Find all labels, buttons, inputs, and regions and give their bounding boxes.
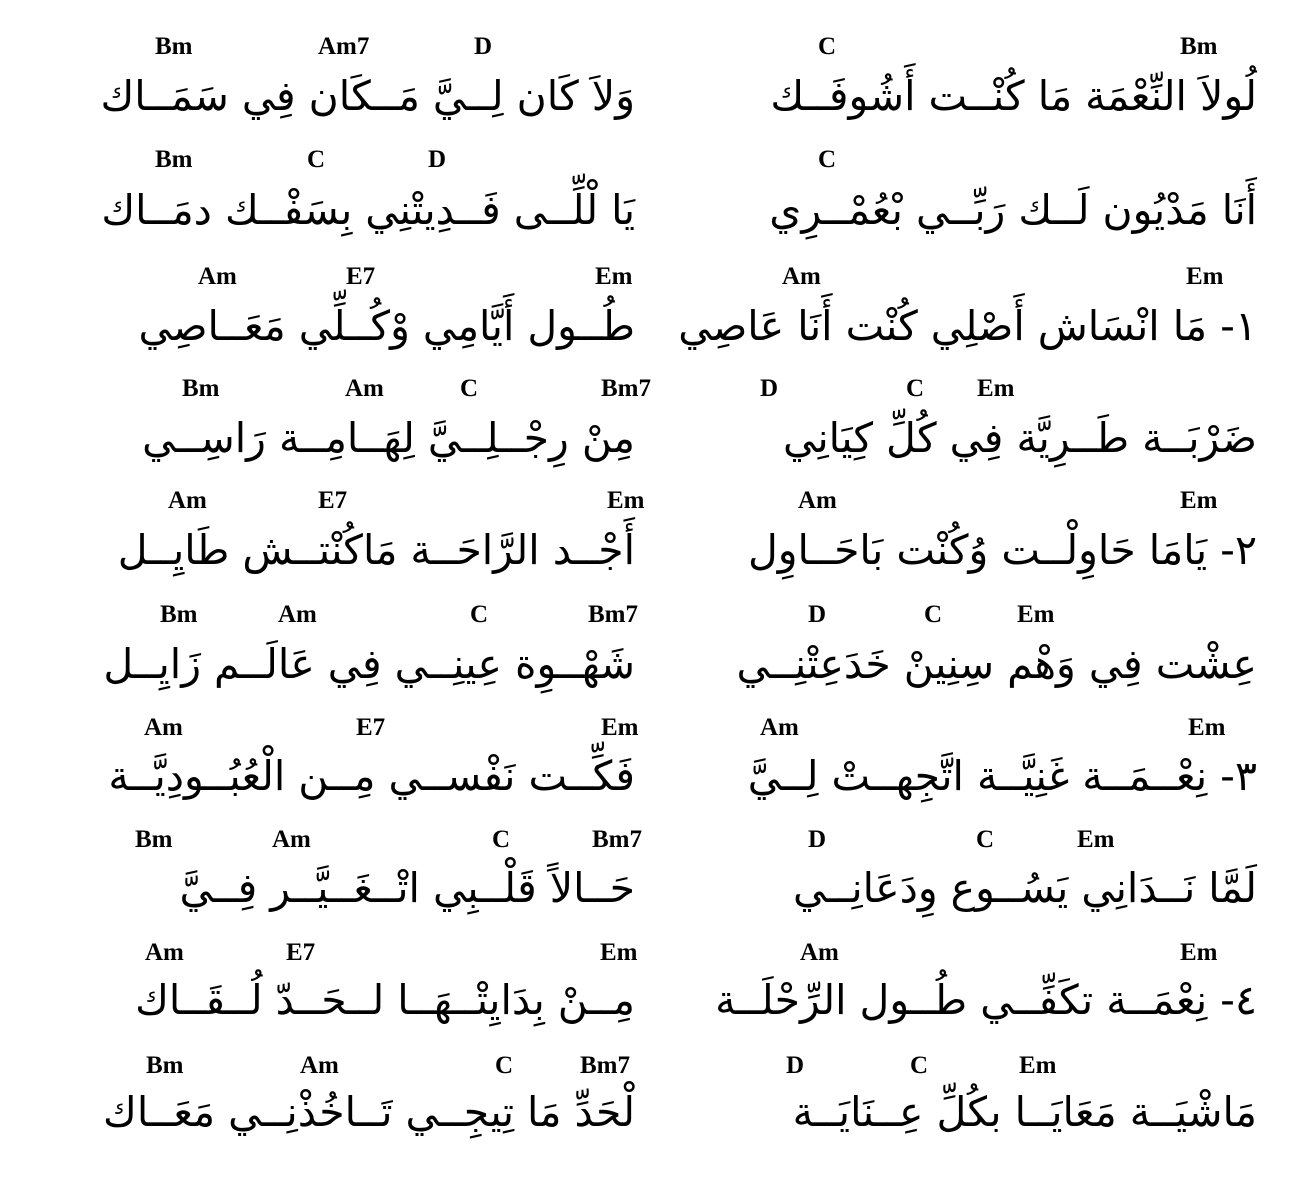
lyric-line: ٣- نِعْــمَــة غَنِيَّــة اتَّجِهــتْ لِــيَّ — [747, 752, 1257, 800]
chord-label: Bm — [160, 601, 198, 628]
lyric-line: يَا لْلِّــى فَــدِيتْنِي بِسَفْــك دمَــاك — [101, 186, 635, 234]
lyric-line: حَــالاً قَلْــبِي اتْــغَــيَّــر فِــيَّ — [179, 864, 635, 912]
chord-label: Am — [168, 487, 207, 514]
chord-label: Em — [1186, 263, 1224, 290]
chord-label: Em — [977, 375, 1015, 402]
chord-label: Em — [601, 714, 639, 741]
lyric-line: مِنْ رِجْــلِــيَّ لِهَــامِــة رَاسِــي — [142, 414, 635, 462]
chord-label: C — [495, 1052, 514, 1079]
chord-label: C — [307, 146, 326, 173]
chord-label: C — [460, 375, 479, 402]
chord-label: Bm7 — [588, 601, 638, 628]
chord-label: Am — [145, 939, 184, 966]
chord-label: Bm — [182, 375, 220, 402]
chord-label: Em — [1077, 826, 1115, 853]
chord-label: Am — [144, 714, 183, 741]
lyric-line: أَجْــد الرَّاحَــة مَاكُنْتــش طَايِــل — [117, 526, 635, 574]
chord-label: Am — [272, 826, 311, 853]
lyric-line: لْحَدِّ مَا تِيجِــي تَــاخُذْنِــي مَعَــاك — [103, 1088, 635, 1136]
chord-label: Bm7 — [592, 826, 642, 853]
chord-label: Am — [278, 601, 317, 628]
chord-label: Em — [595, 263, 633, 290]
chord-label: C — [818, 146, 837, 173]
chord-label: E7 — [356, 714, 386, 741]
chord-label: Bm — [155, 33, 193, 60]
chord-label: Am — [800, 939, 839, 966]
lyric-line: شَهْــوِة عِينِــي فِي عَالَــم زَايِــل — [103, 640, 635, 688]
chord-label: Am — [300, 1052, 339, 1079]
chord-label: D — [428, 146, 447, 173]
lyric-line: مِــنْ بِدَايِتْــهَــا لــحَــدّ لُــقَــاك — [135, 976, 635, 1024]
chord-label: C — [492, 826, 511, 853]
chord-label: C — [976, 826, 995, 853]
chord-label: Em — [1180, 487, 1218, 514]
chord-label: Bm7 — [580, 1052, 630, 1079]
chord-label: Am — [798, 487, 837, 514]
chord-label: Em — [607, 487, 645, 514]
chord-label: E7 — [318, 487, 348, 514]
chord-label: D — [474, 33, 493, 60]
chord-label: Em — [1188, 714, 1226, 741]
lyric-line: ١- مَا انْسَاش أَصْلِي كُنْت أَنَا عَاصِي — [678, 302, 1257, 350]
lyric-line: طُــول أَيَّامِي وْكُــلِّي مَعَــاصِي — [138, 302, 635, 350]
lyric-line: لَمَّا نَــدَانِي يَسُــوع وِدَعَانِــي — [793, 864, 1257, 912]
chord-label: Em — [1019, 1052, 1057, 1079]
lyric-line: وَلاَ كَان لِــيَّ مَــكَان فِي سَمَــاك — [100, 72, 635, 120]
lyric-line: مَاشْيَــة مَعَايَــا بكُلِّ عِــنَايَــة — [792, 1088, 1257, 1136]
chord-label: D — [786, 1052, 805, 1079]
chord-label: Bm — [1180, 33, 1218, 60]
chord-label: D — [760, 375, 779, 402]
chord-label: Am — [760, 714, 799, 741]
lyric-line: ٢- يَامَا حَاوِلْــت وُكُنْت بَاحَــاوِل — [747, 526, 1257, 574]
chord-label: D — [808, 601, 827, 628]
chord-label: D — [808, 826, 827, 853]
chord-label: C — [924, 601, 943, 628]
chord-label: Am — [782, 263, 821, 290]
chord-label: C — [906, 375, 925, 402]
lyric-line: ضَرْبَــة طَــرِيَّة فِي كُلِّ كِيَانِي — [783, 414, 1257, 462]
chord-label: Bm7 — [601, 375, 651, 402]
lyric-line: أَنَا مَدْيُون لَــك رَبِّــي بْعُمْــرِي — [769, 186, 1257, 234]
chord-label: Bm — [135, 826, 173, 853]
lyric-line: ٤- نِعْمَــة تكَفِّــي طُــول الرِّحْلَــة — [715, 976, 1257, 1024]
chord-label: Em — [1017, 601, 1055, 628]
lyric-line: لُولاَ النِّعْمَة مَا كُنْــت أَشُوفَــك — [770, 72, 1257, 120]
chord-label: Bm — [155, 146, 193, 173]
chord-label: E7 — [346, 263, 376, 290]
lyric-line: فَكِّــت نَفْســي مِــن الْعُبُــودِيَّــة — [108, 752, 635, 800]
chord-label: E7 — [286, 939, 316, 966]
chord-label: Am — [198, 263, 237, 290]
chord-label: Bm — [146, 1052, 184, 1079]
lyric-line: عِشْت فِي وَهْم سِنِينْ خَدَعِتْنِــي — [736, 640, 1257, 688]
chord-label: Em — [600, 939, 638, 966]
chord-label: Am7 — [318, 33, 370, 60]
chord-label: C — [910, 1052, 929, 1079]
chord-label: C — [818, 33, 837, 60]
chord-label: Am — [345, 375, 384, 402]
chord-label: C — [470, 601, 489, 628]
chord-label: Em — [1180, 939, 1218, 966]
